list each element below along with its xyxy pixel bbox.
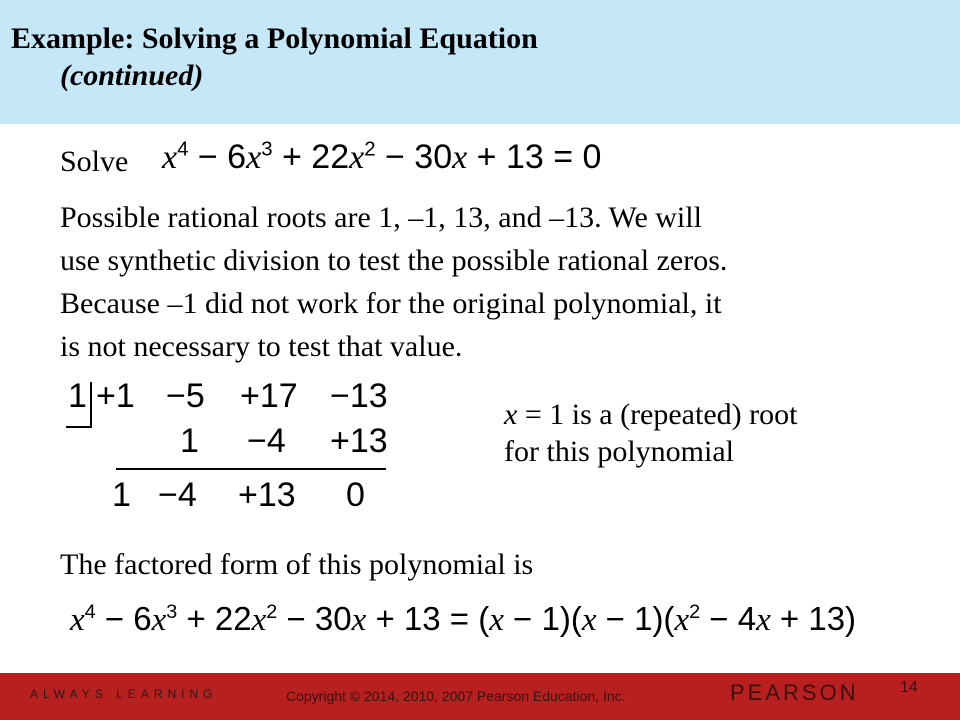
root-note-line-2: for this polynomial [504,435,734,468]
fe-factor-1: − 1)( [503,600,582,637]
eq-term-4: − 30 [375,138,453,176]
eq-var-x1: x [162,139,178,176]
eq-exp-4: 4 [177,138,189,161]
syn-row3-cell-1: 1 [112,476,131,514]
paragraph-line-1: Possible rational roots are 1, –1, 13, and –13. We will [60,201,702,234]
eq-var-x4: x [452,139,468,176]
fe-var-x3: x [251,602,267,638]
fe-term-2: − 6 [95,600,152,637]
polynomial-equation [162,138,601,177]
syn-row1-cell-4: −13 [330,377,388,415]
factored-equation [70,600,856,639]
syn-row1-cell-1: +1 [96,377,135,415]
syn-row2-cell-1: 1 [180,422,199,460]
syn-row3-cell-3: +13 [238,476,296,514]
footer-bar [0,673,960,720]
syn-divisor-bar [90,382,92,428]
root-note-var: x [504,398,518,431]
fe-factor2-x: x [581,602,597,638]
paragraph-line-3: Because –1 did not work for the original polynomial, it [60,287,722,320]
syn-divisor: 1 [68,377,87,415]
fe-factor3-end: + 13) [770,600,857,637]
root-note-text: = 1 is a (repeated) root [517,398,798,431]
fe-factor-2: − 1)( [596,600,675,637]
fe-exp-3: 3 [166,601,178,623]
fe-factor1-x: x [489,602,504,638]
solve-label: Solve [60,145,129,178]
fe-exp-4: 4 [84,601,96,623]
syn-sum-line [116,468,386,470]
fe-term-3: + 22 [177,600,252,637]
eq-term-2: − 6 [188,138,247,176]
syn-divisor-underline [66,426,92,428]
syn-row2-cell-2: −4 [247,422,286,460]
eq-exp-3: 3 [261,138,273,161]
factored-form-label: The factored form of this polynomial is [60,548,534,581]
fe-var-x2: x [151,602,167,638]
syn-row1-cell-2: −5 [166,377,205,415]
syn-row3-cell-4: 0 [346,476,365,514]
fe-term-4: − 30 [277,600,352,637]
slide-title: Example: Solving a Polynomial Equation [11,22,538,55]
paragraph-line-2: use synthetic division to test the possible rational zeros. [60,244,728,277]
fe-var-x4: x [351,602,367,638]
page-number: 14 [900,679,918,696]
fe-factor3-x: x [674,602,690,638]
pearson-logo: PEARSON [730,680,859,705]
eq-var-x3: x [349,139,365,176]
eq-var-x2: x [246,139,262,176]
eq-exp-2: 2 [364,138,376,161]
syn-row3-cell-2: −4 [158,476,197,514]
fe-factor3-x2: x [756,602,771,638]
fe-exp-2: 2 [266,601,278,623]
footer-copyright: Copyright © 2014, 2010, 2007 Pearson Education, Inc. [286,688,626,704]
eq-term-5: + 13 = 0 [467,138,602,176]
fe-var-x1: x [70,602,85,638]
syn-row1-cell-3: +17 [240,377,298,415]
footer-tagline: ALWAYS LEARNING [30,687,218,701]
fe-factor3-exp: 2 [689,601,701,623]
eq-term-3: + 22 [272,138,350,176]
slide-subtitle: (continued) [60,59,204,92]
paragraph-line-4: is not necessary to test that value. [60,330,463,363]
syn-row2-cell-3: +13 [330,422,388,460]
fe-term-5: + 13 = ( [366,600,490,637]
fe-factor3-mid: − 4 [700,600,757,637]
title-bar [0,0,960,124]
